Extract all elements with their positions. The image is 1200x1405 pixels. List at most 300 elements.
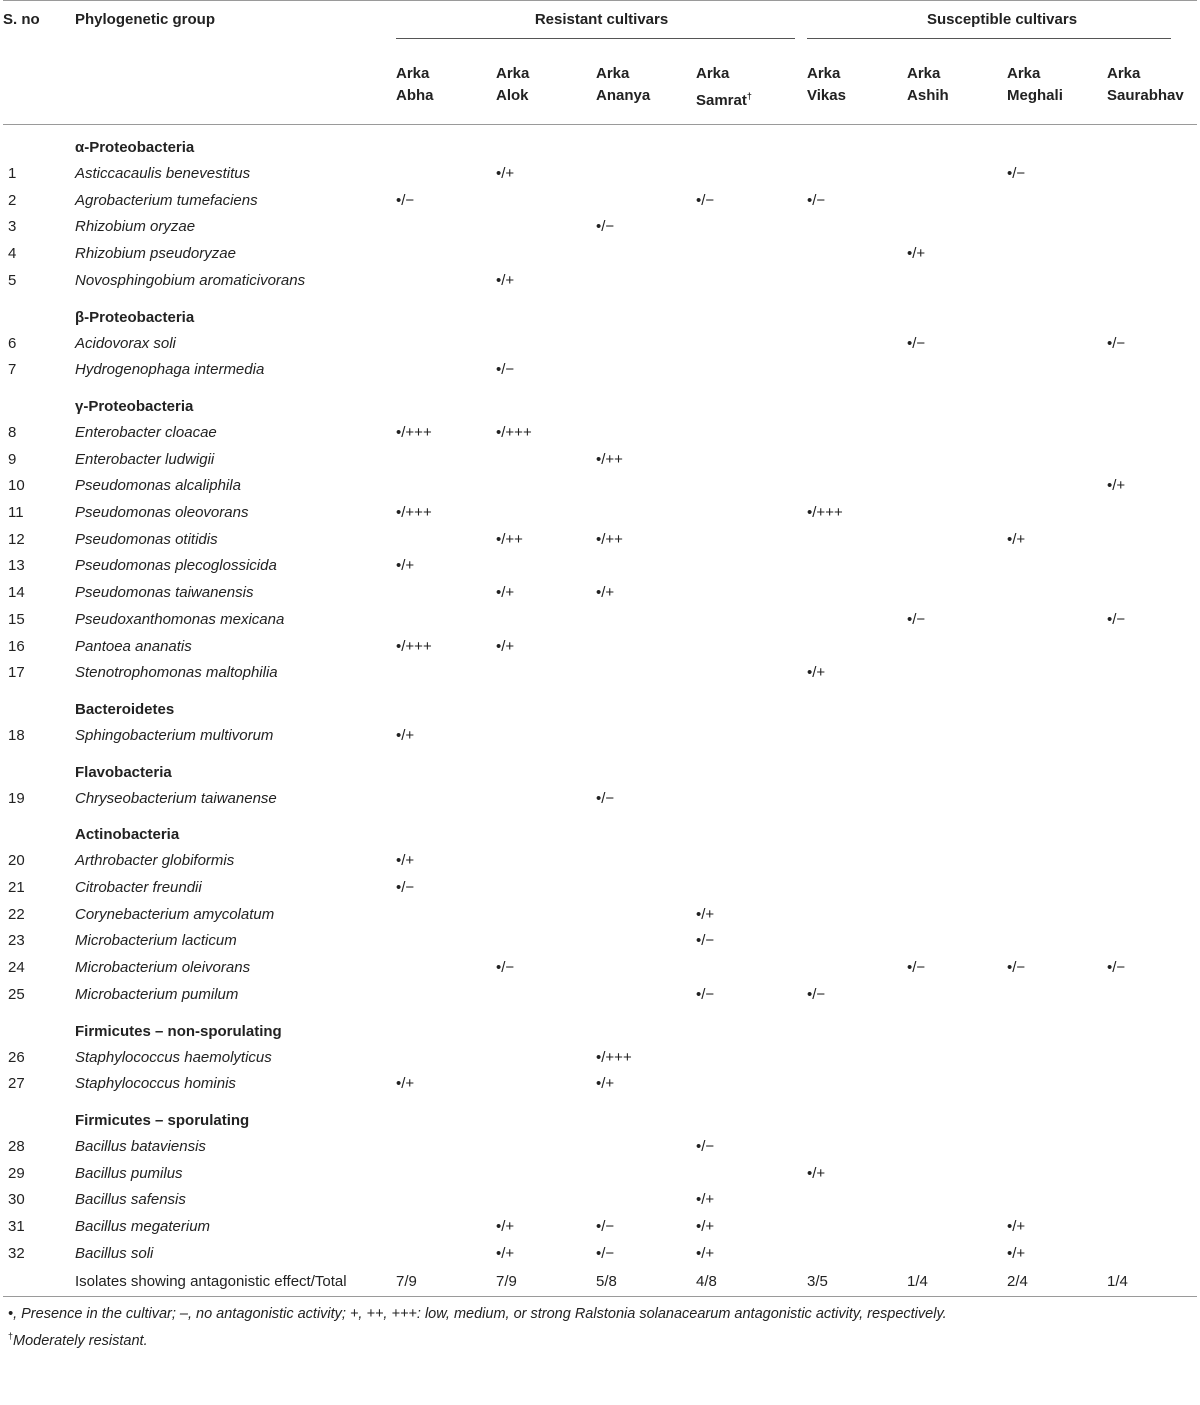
species-name: Rhizobium pseudoryzae: [75, 245, 236, 263]
cell-value: [696, 723, 807, 750]
table-row: [3, 634, 1197, 661]
cell-value: [396, 1214, 496, 1241]
total-value: 1/4: [1107, 1272, 1128, 1290]
cell-value: [496, 188, 596, 215]
group-row: [3, 125, 1197, 162]
cell-value: [396, 161, 496, 188]
row-number: 8: [8, 423, 17, 441]
table-row: [3, 1241, 1197, 1268]
species-name: Pseudoxanthomonas mexicana: [75, 610, 285, 628]
table-row: [3, 241, 1197, 268]
cell-value: [1107, 902, 1197, 929]
cell-value: [496, 607, 596, 634]
cell-value: [496, 660, 596, 687]
cell-value: [396, 902, 496, 929]
cell-value: •/−: [596, 789, 615, 807]
cell-value: [596, 553, 696, 580]
cell-value: •/+: [596, 1075, 615, 1093]
footnote-moderate: [8, 1325, 1200, 1352]
total-value: 2/4: [1007, 1272, 1028, 1290]
cell-value: [807, 1187, 907, 1214]
group-label: Actinobacteria: [75, 826, 180, 844]
cell-value: •/−: [907, 610, 926, 628]
cell-value: [807, 214, 907, 241]
cell-value: [496, 500, 596, 527]
cell-value: [396, 241, 496, 268]
cell-value: •/+: [696, 1191, 715, 1209]
species-name: Bacillus megaterium: [75, 1218, 211, 1236]
cell-value: [807, 161, 907, 188]
group-label: Flavobacteria: [75, 763, 172, 781]
group-label: β-Proteobacteria: [75, 308, 195, 326]
cell-value: [907, 500, 1007, 527]
cell-value: [1107, 1187, 1197, 1214]
cell-value: [1107, 1241, 1197, 1268]
cell-value: [596, 902, 696, 929]
cultivar-header-line2: [496, 85, 596, 107]
cell-value: [1107, 1214, 1197, 1241]
cell-value: [1107, 1134, 1197, 1161]
cell-value: [907, 161, 1007, 188]
cell-value: [807, 955, 907, 982]
cell-value: [1107, 634, 1197, 661]
cell-value: [396, 1241, 496, 1268]
cell-value: [496, 331, 596, 358]
cell-value: [696, 331, 807, 358]
row-number: 26: [8, 1048, 25, 1066]
cell-value: [596, 420, 696, 447]
cell-value: [696, 500, 807, 527]
species-name: Stenotrophomonas maltophilia: [75, 664, 278, 682]
cultivar-header-line2: [396, 85, 496, 107]
cultivar-name: Saurabhav: [1107, 87, 1184, 104]
cell-value: [907, 1187, 1007, 1214]
group-label: γ-Proteobacteria: [75, 397, 194, 415]
total-row: [3, 1268, 1197, 1297]
resistant-rule: [396, 38, 795, 39]
table-row: [3, 268, 1197, 295]
species-name: Microbacterium lacticum: [75, 932, 237, 950]
cell-value: [696, 634, 807, 661]
cell-value: [907, 982, 1007, 1009]
group-row: [3, 812, 1197, 848]
species-name: Pseudomonas oleovorans: [75, 504, 249, 522]
table-row: [3, 357, 1197, 384]
cell-value: [396, 786, 496, 813]
cell-value: [496, 1134, 596, 1161]
cell-value: [696, 580, 807, 607]
table-row: [3, 1045, 1197, 1072]
cell-value: [1007, 473, 1107, 500]
cell-value: [496, 553, 596, 580]
cell-value: [1107, 500, 1197, 527]
row-number: 21: [8, 879, 25, 897]
cell-value: [496, 1161, 596, 1188]
species-name: Enterobacter cloacae: [75, 423, 217, 441]
cell-value: [907, 420, 1007, 447]
cell-value: •/−: [1107, 610, 1126, 628]
cell-value: [1007, 875, 1107, 902]
cell-value: [1107, 723, 1197, 750]
cultivar-header-row: [3, 49, 1197, 125]
cell-value: [696, 786, 807, 813]
cell-value: [496, 723, 596, 750]
header-row-top: [3, 1, 1197, 50]
species-name: Pseudomonas alcaliphila: [75, 477, 241, 495]
cell-value: [1007, 214, 1107, 241]
cell-value: •/++: [596, 530, 623, 548]
cell-value: [396, 1187, 496, 1214]
species-name: Bacillus soli: [75, 1244, 154, 1262]
cell-value: [696, 1071, 807, 1098]
cell-value: [596, 955, 696, 982]
group-label: Firmicutes – non-sporulating: [75, 1022, 282, 1040]
cell-value: [1007, 1187, 1107, 1214]
cell-value: [907, 723, 1007, 750]
cell-value: [907, 1134, 1007, 1161]
susceptible-header: [807, 1, 1197, 50]
cell-value: [696, 848, 807, 875]
footnotes: [0, 1303, 1200, 1352]
cell-value: •/+: [396, 557, 415, 575]
cell-value: [396, 473, 496, 500]
row-number: 32: [8, 1244, 25, 1262]
table-row: [3, 786, 1197, 813]
cell-value: [396, 1134, 496, 1161]
table-row: [3, 723, 1197, 750]
footnote-moderate-text: Moderately resistant.: [13, 1332, 148, 1349]
cell-value: •/−: [907, 334, 926, 352]
cell-value: [1107, 875, 1197, 902]
cell-value: [1107, 1045, 1197, 1072]
row-number: 7: [8, 361, 17, 379]
cell-value: [907, 1071, 1007, 1098]
cell-value: [496, 982, 596, 1009]
cell-value: •/+: [696, 1218, 715, 1236]
cell-value: [696, 660, 807, 687]
row-number: 19: [8, 789, 25, 807]
cell-value: •/+: [1007, 1218, 1026, 1236]
cell-value: [907, 447, 1007, 474]
species-name: Microbacterium pumilum: [75, 985, 239, 1003]
table-row: [3, 473, 1197, 500]
cell-value: [696, 1045, 807, 1072]
group-label: Bacteroidetes: [75, 700, 175, 718]
cell-value: [596, 1134, 696, 1161]
table-row: [3, 928, 1197, 955]
cell-value: [907, 268, 1007, 295]
species-name: Hydrogenophaga intermedia: [75, 361, 265, 379]
dagger-mark: †: [8, 1330, 14, 1341]
group-label: Firmicutes – sporulating: [75, 1111, 250, 1129]
cell-value: [807, 928, 907, 955]
cell-value: [1007, 241, 1107, 268]
cell-value: •/+++: [807, 504, 843, 522]
cell-value: [696, 553, 807, 580]
cell-value: •/−: [907, 959, 926, 977]
row-number: 31: [8, 1218, 25, 1236]
row-number: 14: [8, 584, 25, 602]
table-row: [3, 660, 1197, 687]
cell-value: [596, 1161, 696, 1188]
row-number: 11: [8, 504, 24, 522]
cell-value: [807, 331, 907, 358]
table-row: [3, 553, 1197, 580]
group-header: Phylogenetic group: [75, 11, 216, 28]
total-value: 7/9: [396, 1272, 417, 1290]
sno-header: S. no: [3, 11, 40, 28]
species-name: Arthrobacter globiformis: [75, 852, 235, 870]
cell-value: [496, 241, 596, 268]
cell-value: •/−: [496, 361, 515, 379]
cell-value: [807, 473, 907, 500]
cell-value: [1107, 268, 1197, 295]
cell-value: [1107, 1071, 1197, 1098]
species-name: Asticcacaulis benevestitus: [75, 165, 251, 182]
cell-value: [807, 607, 907, 634]
cell-value: [907, 214, 1007, 241]
cell-value: •/−: [596, 218, 615, 236]
cell-value: •/−: [696, 191, 715, 209]
cell-value: [1107, 553, 1197, 580]
cultivar-header-line2: [907, 85, 1007, 107]
cell-value: [907, 527, 1007, 554]
cell-value: •/+: [496, 271, 515, 289]
total-value: 1/4: [907, 1272, 928, 1290]
table-row: [3, 188, 1197, 215]
row-number: 20: [8, 852, 25, 870]
cultivar-header: [596, 49, 696, 125]
cell-value: •/−: [807, 191, 826, 209]
cell-value: [396, 982, 496, 1009]
cell-value: [696, 268, 807, 295]
cell-value: [1007, 420, 1107, 447]
cell-value: [696, 241, 807, 268]
cell-value: [696, 607, 807, 634]
cell-value: [1107, 580, 1197, 607]
table-row: [3, 1214, 1197, 1241]
cell-value: [907, 848, 1007, 875]
cell-value: [596, 331, 696, 358]
cell-value: [396, 357, 496, 384]
cell-value: •/−: [596, 1244, 615, 1262]
cell-value: •/+: [396, 726, 415, 744]
cell-value: [807, 527, 907, 554]
cell-value: [596, 188, 696, 215]
cell-value: [807, 357, 907, 384]
group-row: [3, 295, 1197, 331]
total-value: 4/8: [696, 1272, 717, 1290]
cell-value: [1107, 848, 1197, 875]
cell-value: [807, 634, 907, 661]
cultivar-header-line2: [696, 85, 807, 112]
cell-value: [1007, 902, 1107, 929]
cell-value: [1107, 928, 1197, 955]
cell-value: •/−: [696, 932, 715, 950]
species-name: Citrobacter freundii: [75, 879, 202, 897]
cell-value: [1007, 786, 1107, 813]
cell-value: [1107, 982, 1197, 1009]
table-row: [3, 331, 1197, 358]
resistant-header-label: Resistant cultivars: [534, 11, 669, 28]
row-number: 15: [8, 610, 25, 628]
cell-value: •/+: [1007, 530, 1026, 548]
cell-value: [1107, 527, 1197, 554]
row-number: 17: [8, 664, 25, 682]
cell-value: [807, 875, 907, 902]
table-row: [3, 875, 1197, 902]
cell-value: [596, 473, 696, 500]
cell-value: [596, 607, 696, 634]
group-row: [3, 1098, 1197, 1134]
cultivar-header: [396, 49, 496, 125]
cell-value: [696, 420, 807, 447]
cell-value: [596, 982, 696, 1009]
cell-value: [807, 1134, 907, 1161]
species-name: Pantoea ananatis: [75, 637, 192, 655]
cell-value: [496, 875, 596, 902]
cell-value: •/+: [696, 905, 715, 923]
cell-value: [907, 580, 1007, 607]
species-name: Bacillus bataviensis: [75, 1137, 206, 1155]
cultivar-footnote-mark: †: [746, 91, 752, 101]
table-row: [3, 607, 1197, 634]
row-number: 1: [8, 165, 17, 182]
cultivar-header: [807, 49, 907, 125]
cell-value: [696, 955, 807, 982]
cell-value: •/−: [1107, 959, 1126, 977]
cell-value: [1007, 928, 1107, 955]
cell-value: [1107, 214, 1197, 241]
cell-value: •/+: [807, 1164, 826, 1182]
cell-value: [596, 875, 696, 902]
cell-value: •/−: [807, 985, 826, 1003]
row-number: 10: [8, 477, 25, 495]
cell-value: •/+: [1007, 1244, 1026, 1262]
cell-value: [396, 607, 496, 634]
cell-value: [496, 214, 596, 241]
cell-value: [907, 1045, 1007, 1072]
cultivar-header-line1: Arka: [807, 65, 841, 82]
cell-value: [907, 928, 1007, 955]
cell-value: [596, 357, 696, 384]
cell-value: •/+++: [396, 637, 432, 655]
species-name: Pseudomonas taiwanensis: [75, 584, 254, 602]
cell-value: •/−: [596, 1218, 615, 1236]
cell-value: [907, 786, 1007, 813]
group-label: α-Proteobacteria: [75, 139, 195, 156]
cell-value: [696, 1161, 807, 1188]
cell-value: [807, 848, 907, 875]
cell-value: [1007, 607, 1107, 634]
cell-value: •/−: [396, 191, 415, 209]
cell-value: [1007, 982, 1107, 1009]
row-number: 16: [8, 637, 25, 655]
cultivar-header: [1107, 49, 1197, 125]
cell-value: [596, 723, 696, 750]
cell-value: [907, 902, 1007, 929]
cultivar-name: Alok: [496, 87, 529, 104]
cell-value: [1007, 660, 1107, 687]
cultivar-header-line1: Arka: [696, 65, 730, 82]
cell-value: [907, 1161, 1007, 1188]
cell-value: [1007, 188, 1107, 215]
cultivar-header-line1: Arka: [1007, 65, 1041, 82]
group-row: [3, 687, 1197, 723]
cell-value: [907, 875, 1007, 902]
susceptible-header-label: Susceptible cultivars: [926, 11, 1078, 28]
cell-value: [1107, 447, 1197, 474]
row-number: 23: [8, 932, 25, 950]
cell-value: [696, 527, 807, 554]
cultivar-name: Samrat: [696, 92, 747, 109]
species-name: Novosphingobium aromaticivorans: [75, 271, 306, 289]
cell-value: [396, 331, 496, 358]
cell-value: [396, 447, 496, 474]
cell-value: [1107, 161, 1197, 188]
table-row: [3, 848, 1197, 875]
cell-value: [596, 928, 696, 955]
cultivar-header-line1: Arka: [496, 65, 530, 82]
table-body: [3, 125, 1197, 1297]
cell-value: •/−: [1007, 165, 1026, 182]
cell-value: •/+: [496, 637, 515, 655]
cell-value: [1007, 500, 1107, 527]
cell-value: [807, 1241, 907, 1268]
row-number: 13: [8, 557, 25, 575]
cultivar-header: [496, 49, 596, 125]
cell-value: [807, 786, 907, 813]
cell-value: [1007, 553, 1107, 580]
row-number: 28: [8, 1137, 25, 1155]
cultivar-header-line2: [596, 85, 696, 107]
species-name: Sphingobacterium multivorum: [75, 726, 274, 744]
cell-value: [696, 473, 807, 500]
cell-value: [696, 357, 807, 384]
cell-value: •/++: [596, 450, 623, 468]
total-value: 7/9: [496, 1272, 517, 1290]
cell-value: [1107, 420, 1197, 447]
cell-value: •/+: [496, 165, 515, 182]
cell-value: [1007, 331, 1107, 358]
resistant-header: [396, 1, 807, 50]
row-number: 29: [8, 1164, 25, 1182]
species-name: Pseudomonas otitidis: [75, 530, 218, 548]
cell-value: [596, 500, 696, 527]
cell-value: [696, 447, 807, 474]
total-value: 5/8: [596, 1272, 617, 1290]
cell-value: [696, 214, 807, 241]
cell-value: •/−: [1007, 959, 1026, 977]
cell-value: •/−: [496, 959, 515, 977]
cell-value: •/+: [496, 584, 515, 602]
cell-value: •/−: [696, 985, 715, 1003]
group-row: [3, 384, 1197, 420]
table-row: [3, 955, 1197, 982]
cell-value: [1007, 848, 1107, 875]
cell-value: [396, 214, 496, 241]
table-row: [3, 214, 1197, 241]
cell-value: [907, 553, 1007, 580]
species-name: Enterobacter ludwigii: [75, 450, 215, 468]
table-row: [3, 1161, 1197, 1188]
table-row: [3, 161, 1197, 188]
cell-value: •/−: [696, 1137, 715, 1155]
row-number: 18: [8, 726, 25, 744]
cell-value: [907, 473, 1007, 500]
row-number: 24: [8, 959, 25, 977]
cell-value: [396, 527, 496, 554]
